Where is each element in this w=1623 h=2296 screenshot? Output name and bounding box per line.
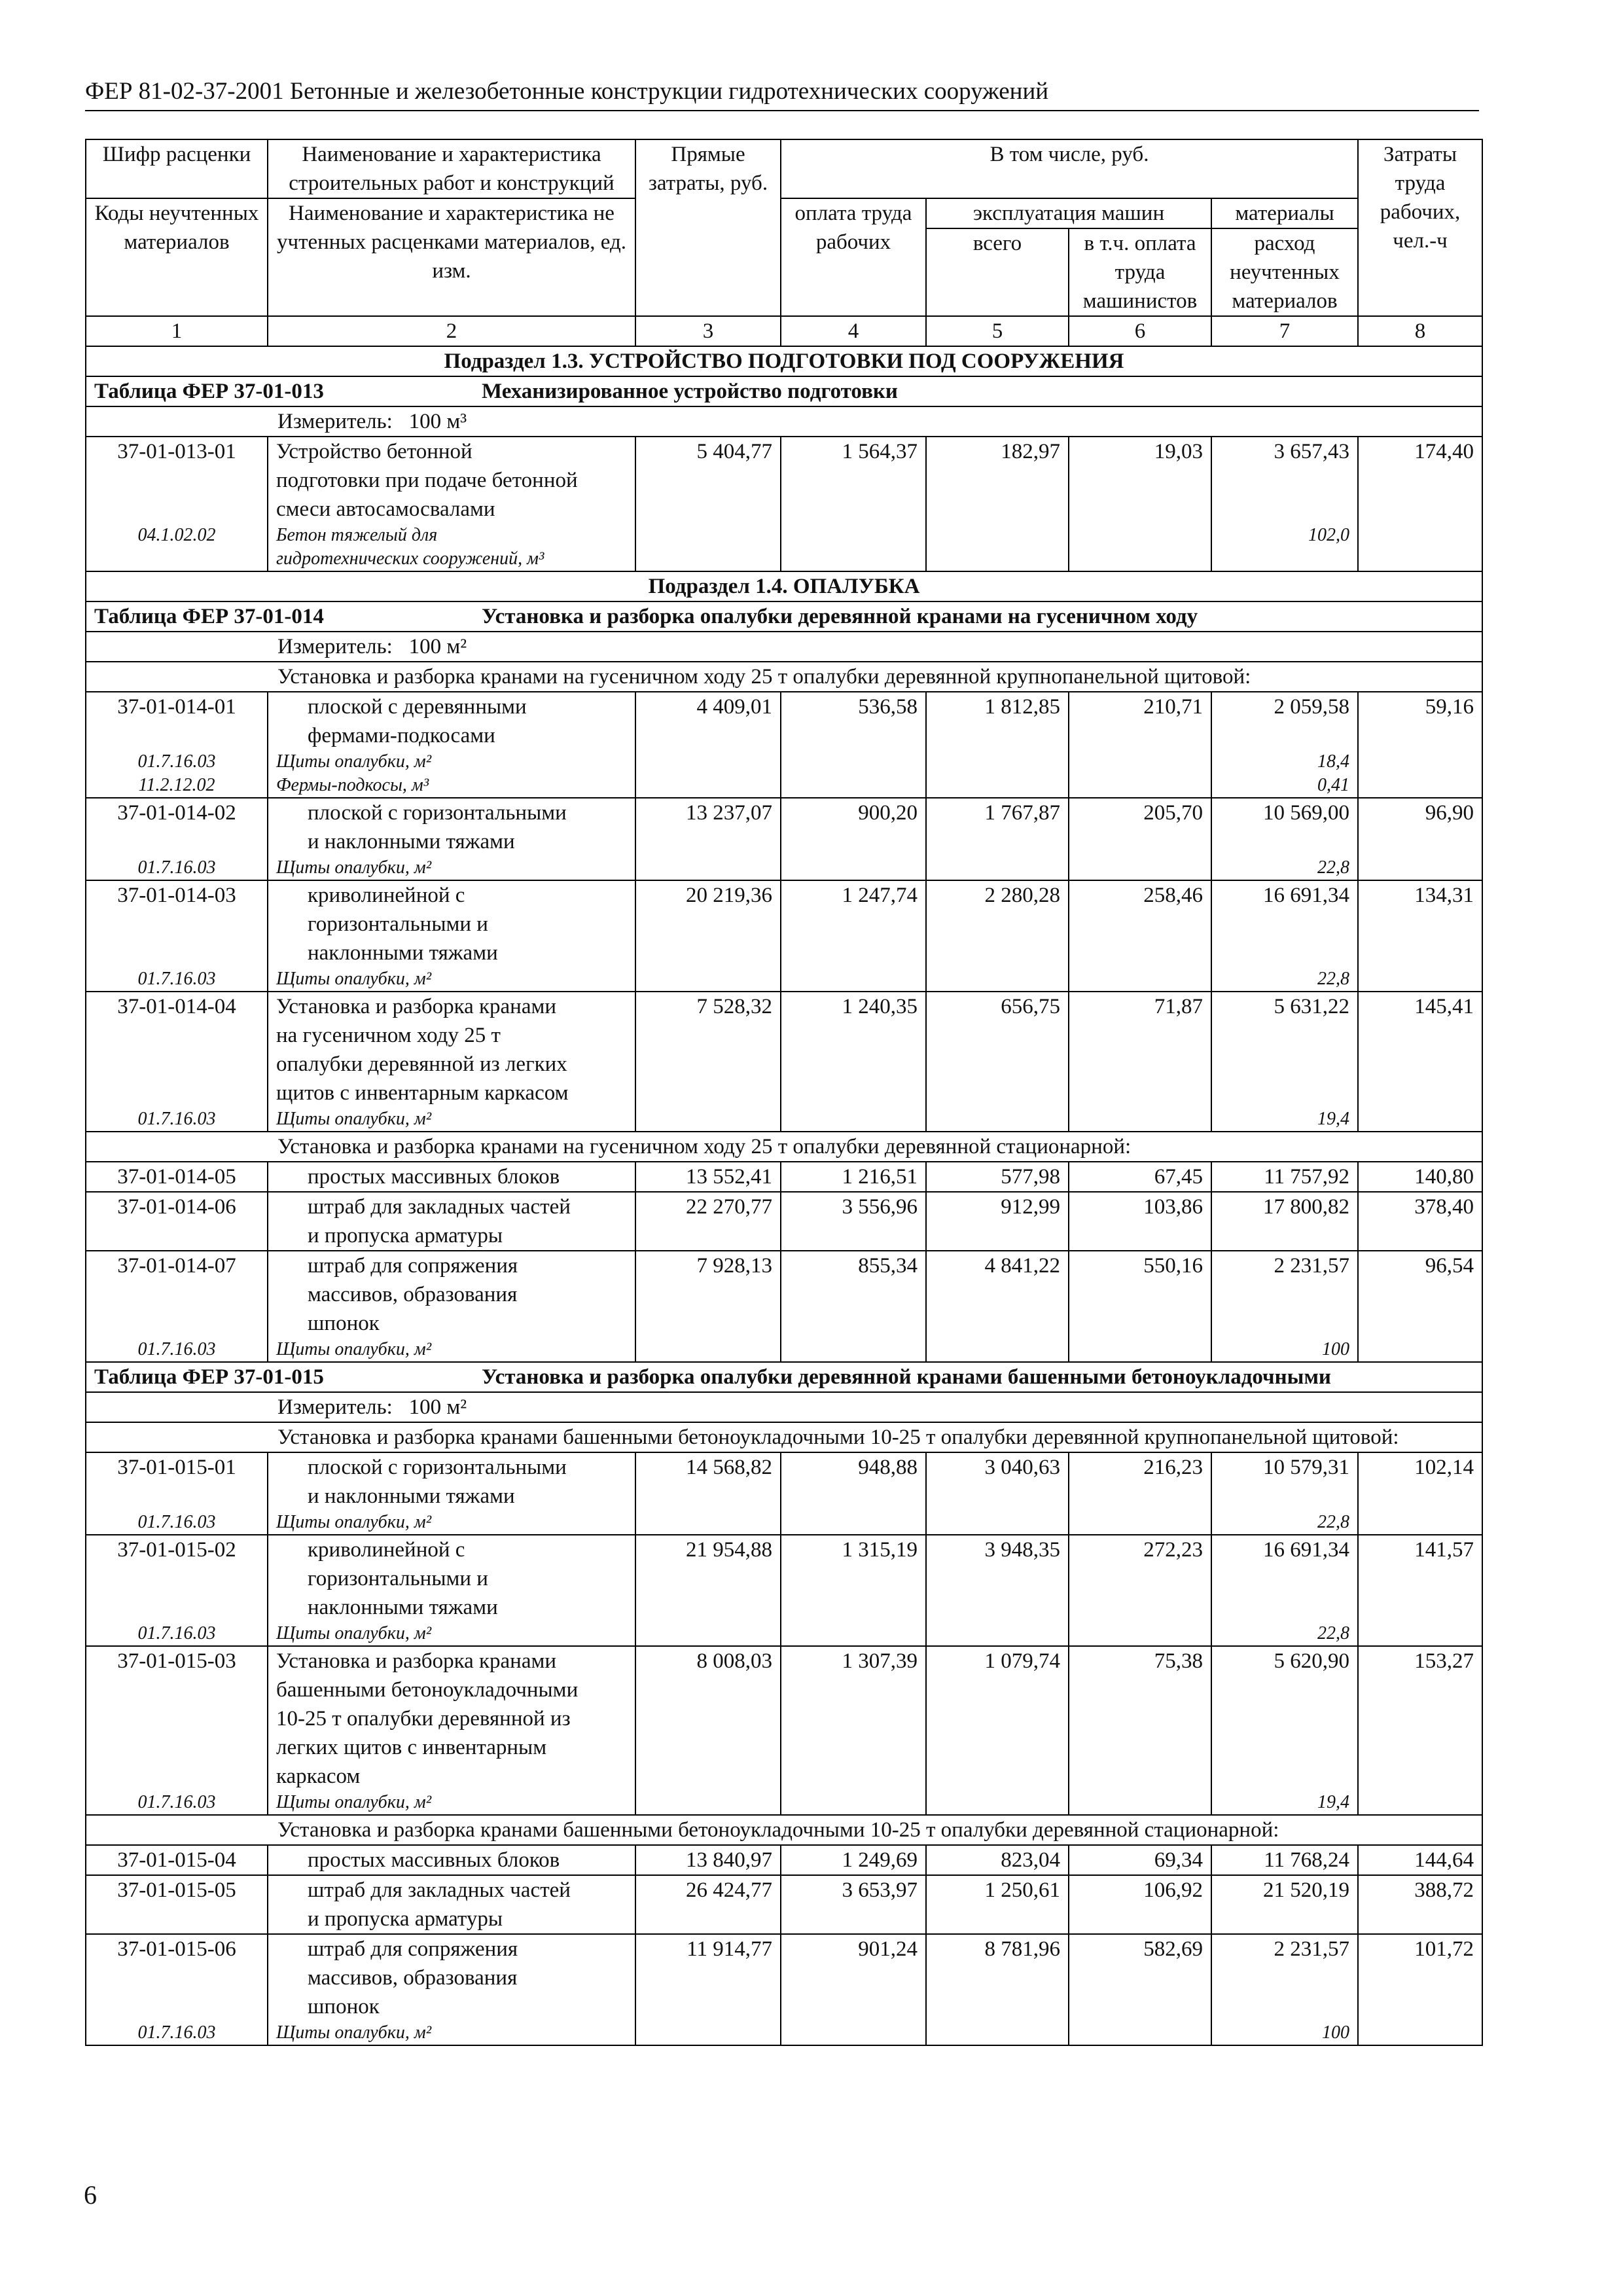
machinists-wages: 71,87 xyxy=(1069,992,1211,1107)
labor-hours: 140,80 xyxy=(1358,1162,1482,1192)
col-number: 2 xyxy=(268,316,635,346)
rate-code: 37-01-014-03 xyxy=(86,880,268,967)
empty-cell xyxy=(1358,750,1482,774)
table-row xyxy=(86,1934,1482,2021)
col-material-names: Наименование и характеристика не учтенных расценками материалов, ед. изм. xyxy=(268,198,635,316)
material-quantity: 18,4 xyxy=(1211,750,1358,774)
empty-cell xyxy=(635,1622,781,1646)
measure-unit: 100 м³ xyxy=(408,410,467,433)
machines-total: 1 079,74 xyxy=(926,1646,1069,1791)
empty-cell xyxy=(781,524,926,571)
col-name: Наименование и характеристика строительных работ и конструкций xyxy=(268,139,635,198)
materials-cost: 17 800,82 xyxy=(1211,1192,1358,1251)
direct-cost: 8 008,03 xyxy=(635,1646,781,1791)
machines-total: 1 812,85 xyxy=(926,692,1069,750)
materials-cost: 2 231,57 xyxy=(1211,1934,1358,2021)
work-name: криволинейной с горизонтальными и наклонными тяжами xyxy=(268,880,635,967)
direct-cost: 26 424,77 xyxy=(635,1875,781,1934)
material-quantity: 102,0 xyxy=(1211,524,1358,571)
machines-total: 823,04 xyxy=(926,1845,1069,1875)
material-name: Щиты опалубки, м² xyxy=(268,1107,635,1132)
empty-cell xyxy=(1358,774,1482,798)
group-caption-row xyxy=(86,1132,1482,1162)
direct-cost: 14 568,82 xyxy=(635,1452,781,1511)
measure-row xyxy=(86,406,1482,437)
machines-total: 3 948,35 xyxy=(926,1535,1069,1622)
machinists-wages: 106,92 xyxy=(1069,1875,1211,1934)
table-row xyxy=(86,1251,1482,1338)
materials-cost: 2 231,57 xyxy=(1211,1251,1358,1338)
empty-cell xyxy=(781,750,926,774)
table-row xyxy=(86,437,1482,524)
table-title: Установка и разборка опалубки деревянной кранами на гусеничном ходу xyxy=(482,605,1198,628)
col-number: 1 xyxy=(86,316,268,346)
labor-hours: 153,27 xyxy=(1358,1646,1482,1791)
empty-cell xyxy=(926,1791,1069,1815)
wages: 1 216,51 xyxy=(781,1162,926,1192)
measure-label: Измеритель: xyxy=(277,1395,393,1419)
running-header: ФЕР 81-02-37-2001 Бетонные и железобетонные конструкции гидротехнических сооружений xyxy=(85,78,1049,105)
machinists-wages: 205,70 xyxy=(1069,798,1211,856)
machinists-wages: 210,71 xyxy=(1069,692,1211,750)
work-name: плоской с горизонтальными и наклонными тяжами xyxy=(268,798,635,856)
rate-code: 37-01-015-02 xyxy=(86,1535,268,1622)
table-title-row xyxy=(86,601,1482,632)
material-name: Щиты опалубки, м² xyxy=(268,1622,635,1646)
table-row xyxy=(86,1875,1482,1934)
empty-cell xyxy=(1069,2021,1211,2045)
group-caption-cell xyxy=(86,1132,1482,1162)
col-direct: Прямые затраты, руб. xyxy=(635,139,781,316)
table-body xyxy=(86,346,1482,2045)
materials-cost: 5 620,90 xyxy=(1211,1646,1358,1791)
empty-cell xyxy=(1358,1791,1482,1815)
empty-cell xyxy=(635,524,781,571)
measure-row xyxy=(86,1392,1482,1422)
material-name: Щиты опалубки, м² xyxy=(268,1791,635,1815)
material-quantity: 19,4 xyxy=(1211,1107,1358,1132)
empty-cell xyxy=(1069,967,1211,992)
empty-cell xyxy=(926,774,1069,798)
machinists-wages: 69,34 xyxy=(1069,1845,1211,1875)
wages: 901,24 xyxy=(781,1934,926,2021)
material-quantity: 22,8 xyxy=(1211,856,1358,880)
group-caption-cell xyxy=(86,1815,1482,1845)
wages: 3 653,97 xyxy=(781,1875,926,1934)
empty-cell xyxy=(781,1622,926,1646)
material-code: 01.7.16.03 xyxy=(86,967,268,992)
table-row xyxy=(86,992,1482,1107)
material-row xyxy=(86,1107,1482,1132)
material-name: Щиты опалубки, м² xyxy=(268,750,635,774)
empty-cell xyxy=(926,750,1069,774)
rate-code: 37-01-015-01 xyxy=(86,1452,268,1511)
work-name: простых массивных блоков xyxy=(268,1845,635,1875)
empty-cell xyxy=(926,2021,1069,2045)
empty-cell xyxy=(926,524,1069,571)
col-machines-total: всего xyxy=(926,228,1069,316)
material-code: 11.2.12.02 xyxy=(86,774,268,798)
material-code: 01.7.16.03 xyxy=(86,1107,268,1132)
col-wages: оплата труда рабочих xyxy=(781,198,926,316)
material-code: 01.7.16.03 xyxy=(86,856,268,880)
empty-cell xyxy=(781,1511,926,1535)
labor-hours: 134,31 xyxy=(1358,880,1482,967)
work-name: штраб для закладных частей и пропуска арматуры xyxy=(268,1875,635,1934)
material-quantity: 0,41 xyxy=(1211,774,1358,798)
labor-hours: 174,40 xyxy=(1358,437,1482,524)
labor-hours: 145,41 xyxy=(1358,992,1482,1107)
empty-cell xyxy=(781,774,926,798)
empty-cell xyxy=(926,856,1069,880)
materials-cost: 10 579,31 xyxy=(1211,1452,1358,1511)
table-row xyxy=(86,1646,1482,1791)
empty-cell xyxy=(926,1622,1069,1646)
materials-cost: 11 757,92 xyxy=(1211,1162,1358,1192)
material-name: Бетон тяжелый для гидротехнических сооружений, м³ xyxy=(268,524,635,571)
col-machinists: в т.ч. оплата труда машинистов xyxy=(1069,228,1211,316)
empty-cell xyxy=(1069,750,1211,774)
machines-total: 577,98 xyxy=(926,1162,1069,1192)
empty-cell xyxy=(635,1791,781,1815)
machines-total: 656,75 xyxy=(926,992,1069,1107)
empty-cell xyxy=(926,1107,1069,1132)
table-title: Механизированное устройство подготовки xyxy=(482,380,898,403)
material-code: 04.1.02.02 xyxy=(86,524,268,571)
material-code: 01.7.16.03 xyxy=(86,750,268,774)
rate-code: 37-01-014-05 xyxy=(86,1162,268,1192)
materials-cost: 3 657,43 xyxy=(1211,437,1358,524)
wages: 1 247,74 xyxy=(781,880,926,967)
direct-cost: 7 528,32 xyxy=(635,992,781,1107)
table-row xyxy=(86,798,1482,856)
labor-hours: 96,54 xyxy=(1358,1251,1482,1338)
group-caption-row xyxy=(86,662,1482,692)
table-title: Установка и разборка опалубки деревянной кранами башенными бетоноукладочными xyxy=(482,1365,1331,1389)
wages: 1 315,19 xyxy=(781,1535,926,1622)
measure-unit: 100 м² xyxy=(408,1395,467,1419)
direct-cost: 5 404,77 xyxy=(635,437,781,524)
col-number: 7 xyxy=(1211,316,1358,346)
wages: 536,58 xyxy=(781,692,926,750)
group-caption-row xyxy=(86,1422,1482,1452)
machines-total: 1 767,87 xyxy=(926,798,1069,856)
col-number: 8 xyxy=(1358,316,1482,346)
direct-cost: 20 219,36 xyxy=(635,880,781,967)
labor-hours: 101,72 xyxy=(1358,1934,1482,2021)
empty-cell xyxy=(1358,1107,1482,1132)
work-name: плоской с деревянными фермами-подкосами xyxy=(268,692,635,750)
table-row xyxy=(86,1452,1482,1511)
labor-hours: 378,40 xyxy=(1358,1192,1482,1251)
empty-cell xyxy=(781,1338,926,1362)
material-row xyxy=(86,774,1482,798)
empty-cell xyxy=(1358,1338,1482,1362)
rate-code: 37-01-015-04 xyxy=(86,1845,268,1875)
work-name: Установка и разборка кранами на гусеничном ходу 25 т опалубки деревянной из легких щитов с инвентарным каркасом xyxy=(268,992,635,1107)
material-quantity: 100 xyxy=(1211,2021,1358,2045)
page-number: 6 xyxy=(84,2180,97,2210)
table-header xyxy=(86,139,1482,346)
material-quantity: 19,4 xyxy=(1211,1791,1358,1815)
empty-cell xyxy=(926,1338,1069,1362)
empty-cell xyxy=(635,1107,781,1132)
wages: 1 249,69 xyxy=(781,1845,926,1875)
table-row xyxy=(86,1192,1482,1251)
direct-cost: 11 914,77 xyxy=(635,1934,781,2021)
material-quantity: 22,8 xyxy=(1211,1622,1358,1646)
labor-hours: 141,57 xyxy=(1358,1535,1482,1622)
empty-cell xyxy=(1069,1338,1211,1362)
empty-cell xyxy=(1069,774,1211,798)
machinists-wages: 550,16 xyxy=(1069,1251,1211,1338)
machinists-wages: 258,46 xyxy=(1069,880,1211,967)
empty-cell xyxy=(1069,856,1211,880)
materials-cost: 16 691,34 xyxy=(1211,880,1358,967)
rate-code: 37-01-014-01 xyxy=(86,692,268,750)
machines-total: 912,99 xyxy=(926,1192,1069,1251)
work-name: штраб для закладных частей и пропуска арматуры xyxy=(268,1192,635,1251)
material-row xyxy=(86,1511,1482,1535)
empty-cell xyxy=(926,1511,1069,1535)
rate-code: 37-01-014-07 xyxy=(86,1251,268,1338)
wages: 855,34 xyxy=(781,1251,926,1338)
direct-cost: 7 928,13 xyxy=(635,1251,781,1338)
col-number: 3 xyxy=(635,316,781,346)
table-row xyxy=(86,880,1482,967)
measure-cell xyxy=(86,1392,1482,1422)
material-name: Щиты опалубки, м² xyxy=(268,856,635,880)
col-number: 6 xyxy=(1069,316,1211,346)
measure-label: Измеритель: xyxy=(277,410,393,433)
materials-cost: 10 569,00 xyxy=(1211,798,1358,856)
col-materials-use: расход неучтенных материалов xyxy=(1211,228,1358,316)
material-name: Фермы-подкосы, м³ xyxy=(268,774,635,798)
work-name: Устройство бетонной подготовки при подаче бетонной смеси автосамосвалами xyxy=(268,437,635,524)
materials-cost: 2 059,58 xyxy=(1211,692,1358,750)
machinists-wages: 67,45 xyxy=(1069,1162,1211,1192)
machinists-wages: 19,03 xyxy=(1069,437,1211,524)
table-label: Таблица ФЕР 37-01-015 xyxy=(94,1365,324,1389)
material-quantity: 22,8 xyxy=(1211,1511,1358,1535)
machinists-wages: 216,23 xyxy=(1069,1452,1211,1511)
col-code: Шифр расценки xyxy=(86,139,268,198)
rate-code: 37-01-014-04 xyxy=(86,992,268,1107)
machines-total: 182,97 xyxy=(926,437,1069,524)
col-material-codes: Коды неучтенных материалов xyxy=(86,198,268,316)
section-row xyxy=(86,571,1482,601)
table-row xyxy=(86,1535,1482,1622)
material-row xyxy=(86,524,1482,571)
group-caption: Установка и разборка кранами на гусеничном ходу 25 т опалубки деревянной крупнопанельной щитовой: xyxy=(277,665,1251,689)
empty-cell xyxy=(635,856,781,880)
empty-cell xyxy=(1069,1511,1211,1535)
material-name: Щиты опалубки, м² xyxy=(268,967,635,992)
work-name: Установка и разборка кранами башенными бетоноукладочными 10-25 т опалубки деревянной из легких щитов с инвентарным каркасом xyxy=(268,1646,635,1791)
table-heading xyxy=(86,1362,1482,1392)
empty-cell xyxy=(635,774,781,798)
material-quantity: 22,8 xyxy=(1211,967,1358,992)
work-name: штраб для сопряжения массивов, образования шпонок xyxy=(268,1251,635,1338)
direct-cost: 4 409,01 xyxy=(635,692,781,750)
empty-cell xyxy=(635,750,781,774)
material-row xyxy=(86,1338,1482,1362)
material-code: 01.7.16.03 xyxy=(86,1511,268,1535)
work-name: простых массивных блоков xyxy=(268,1162,635,1192)
material-code: 01.7.16.03 xyxy=(86,1338,268,1362)
machinists-wages: 582,69 xyxy=(1069,1934,1211,2021)
empty-cell xyxy=(635,1511,781,1535)
machines-total: 2 280,28 xyxy=(926,880,1069,967)
section-title: Подраздел 1.4. ОПАЛУБКА xyxy=(86,571,1482,601)
machinists-wages: 272,23 xyxy=(1069,1535,1211,1622)
materials-cost: 5 631,22 xyxy=(1211,992,1358,1107)
wages: 1 564,37 xyxy=(781,437,926,524)
empty-cell xyxy=(781,2021,926,2045)
material-row xyxy=(86,856,1482,880)
rate-code: 37-01-014-02 xyxy=(86,798,268,856)
empty-cell xyxy=(1358,2021,1482,2045)
empty-cell xyxy=(635,1338,781,1362)
table-heading xyxy=(86,376,1482,406)
section-title: Подраздел 1.3. УСТРОЙСТВО ПОДГОТОВКИ ПОД СООРУЖЕНИЯ xyxy=(86,346,1482,376)
work-name: криволинейной с горизонтальными и наклонными тяжами xyxy=(268,1535,635,1622)
empty-cell xyxy=(1358,1511,1482,1535)
wages: 1 240,35 xyxy=(781,992,926,1107)
labor-hours: 96,90 xyxy=(1358,798,1482,856)
labor-hours: 102,14 xyxy=(1358,1452,1482,1511)
material-row xyxy=(86,1791,1482,1815)
direct-cost: 22 270,77 xyxy=(635,1192,781,1251)
direct-cost: 21 954,88 xyxy=(635,1535,781,1622)
empty-cell xyxy=(1069,1622,1211,1646)
col-incl: В том числе, руб. xyxy=(781,139,1358,198)
group-caption: Установка и разборка кранами на гусеничном ходу 25 т опалубки деревянной стационарной: xyxy=(277,1135,1132,1158)
empty-cell xyxy=(1069,524,1211,571)
machinists-wages: 103,86 xyxy=(1069,1192,1211,1251)
materials-cost: 11 768,24 xyxy=(1211,1845,1358,1875)
machines-total: 3 040,63 xyxy=(926,1452,1069,1511)
material-row xyxy=(86,2021,1482,2045)
table-row xyxy=(86,1845,1482,1875)
rate-code: 37-01-015-06 xyxy=(86,1934,268,2021)
empty-cell xyxy=(1358,967,1482,992)
measure-row xyxy=(86,632,1482,662)
table-label: Таблица ФЕР 37-01-014 xyxy=(94,605,324,628)
group-caption-cell xyxy=(86,662,1482,692)
machines-total: 8 781,96 xyxy=(926,1934,1069,2021)
material-code: 01.7.16.03 xyxy=(86,1791,268,1815)
wages: 1 307,39 xyxy=(781,1646,926,1791)
measure-unit: 100 м² xyxy=(408,635,467,658)
empty-cell xyxy=(1358,524,1482,571)
measure-label: Измеритель: xyxy=(277,635,393,658)
empty-cell xyxy=(1358,856,1482,880)
empty-cell xyxy=(926,967,1069,992)
material-name: Щиты опалубки, м² xyxy=(268,1338,635,1362)
rate-code: 37-01-014-06 xyxy=(86,1192,268,1251)
material-quantity: 100 xyxy=(1211,1338,1358,1362)
work-name: штраб для сопряжения массивов, образования шпонок xyxy=(268,1934,635,2021)
labor-hours: 144,64 xyxy=(1358,1845,1482,1875)
empty-cell xyxy=(781,856,926,880)
group-caption: Установка и разборка кранами башенными бетоноукладочными 10-25 т опалубки деревянной стационарной: xyxy=(277,1818,1279,1842)
material-row xyxy=(86,967,1482,992)
empty-cell xyxy=(781,1791,926,1815)
empty-cell xyxy=(1069,1107,1211,1132)
empty-cell xyxy=(781,1107,926,1132)
empty-cell xyxy=(635,2021,781,2045)
wages: 3 556,96 xyxy=(781,1192,926,1251)
rate-code: 37-01-015-05 xyxy=(86,1875,268,1934)
table-title-row xyxy=(86,1362,1482,1392)
rates-table xyxy=(85,139,1483,2046)
group-caption-row xyxy=(86,1815,1482,1845)
empty-cell xyxy=(1069,1791,1211,1815)
column-numbers-row xyxy=(86,316,1482,346)
empty-cell xyxy=(635,967,781,992)
machines-total: 4 841,22 xyxy=(926,1251,1069,1338)
labor-hours: 59,16 xyxy=(1358,692,1482,750)
empty-cell xyxy=(781,967,926,992)
measure-cell xyxy=(86,406,1482,437)
col-labor: Затраты труда рабочих, чел.-ч xyxy=(1358,139,1482,316)
group-caption-cell xyxy=(86,1422,1482,1452)
direct-cost: 13 552,41 xyxy=(635,1162,781,1192)
header-rule xyxy=(85,110,1479,111)
rate-code: 37-01-013-01 xyxy=(86,437,268,524)
machinists-wages: 75,38 xyxy=(1069,1646,1211,1791)
group-caption: Установка и разборка кранами башенными бетоноукладочными 10-25 т опалубки деревянной крупнопанельной щитовой: xyxy=(277,1426,1399,1449)
table-row xyxy=(86,692,1482,750)
wages: 900,20 xyxy=(781,798,926,856)
col-machines: эксплуатация машин xyxy=(926,198,1211,228)
work-name: плоской с горизонтальными и наклонными тяжами xyxy=(268,1452,635,1511)
materials-cost: 16 691,34 xyxy=(1211,1535,1358,1622)
col-number: 4 xyxy=(781,316,926,346)
table-label: Таблица ФЕР 37-01-013 xyxy=(94,380,324,403)
table-heading xyxy=(86,601,1482,632)
material-row xyxy=(86,1622,1482,1646)
rate-code: 37-01-015-03 xyxy=(86,1646,268,1791)
table-row xyxy=(86,1162,1482,1192)
empty-cell xyxy=(1358,1622,1482,1646)
labor-hours: 388,72 xyxy=(1358,1875,1482,1934)
material-name: Щиты опалубки, м² xyxy=(268,2021,635,2045)
materials-cost: 21 520,19 xyxy=(1211,1875,1358,1934)
col-number: 5 xyxy=(926,316,1069,346)
section-row xyxy=(86,346,1482,376)
direct-cost: 13 237,07 xyxy=(635,798,781,856)
material-row xyxy=(86,750,1482,774)
material-name: Щиты опалубки, м² xyxy=(268,1511,635,1535)
direct-cost: 13 840,97 xyxy=(635,1845,781,1875)
material-code: 01.7.16.03 xyxy=(86,1622,268,1646)
material-code: 01.7.16.03 xyxy=(86,2021,268,2045)
wages: 948,88 xyxy=(781,1452,926,1511)
machines-total: 1 250,61 xyxy=(926,1875,1069,1934)
measure-cell xyxy=(86,632,1482,662)
table-title-row xyxy=(86,376,1482,406)
col-materials: материалы xyxy=(1211,198,1358,228)
